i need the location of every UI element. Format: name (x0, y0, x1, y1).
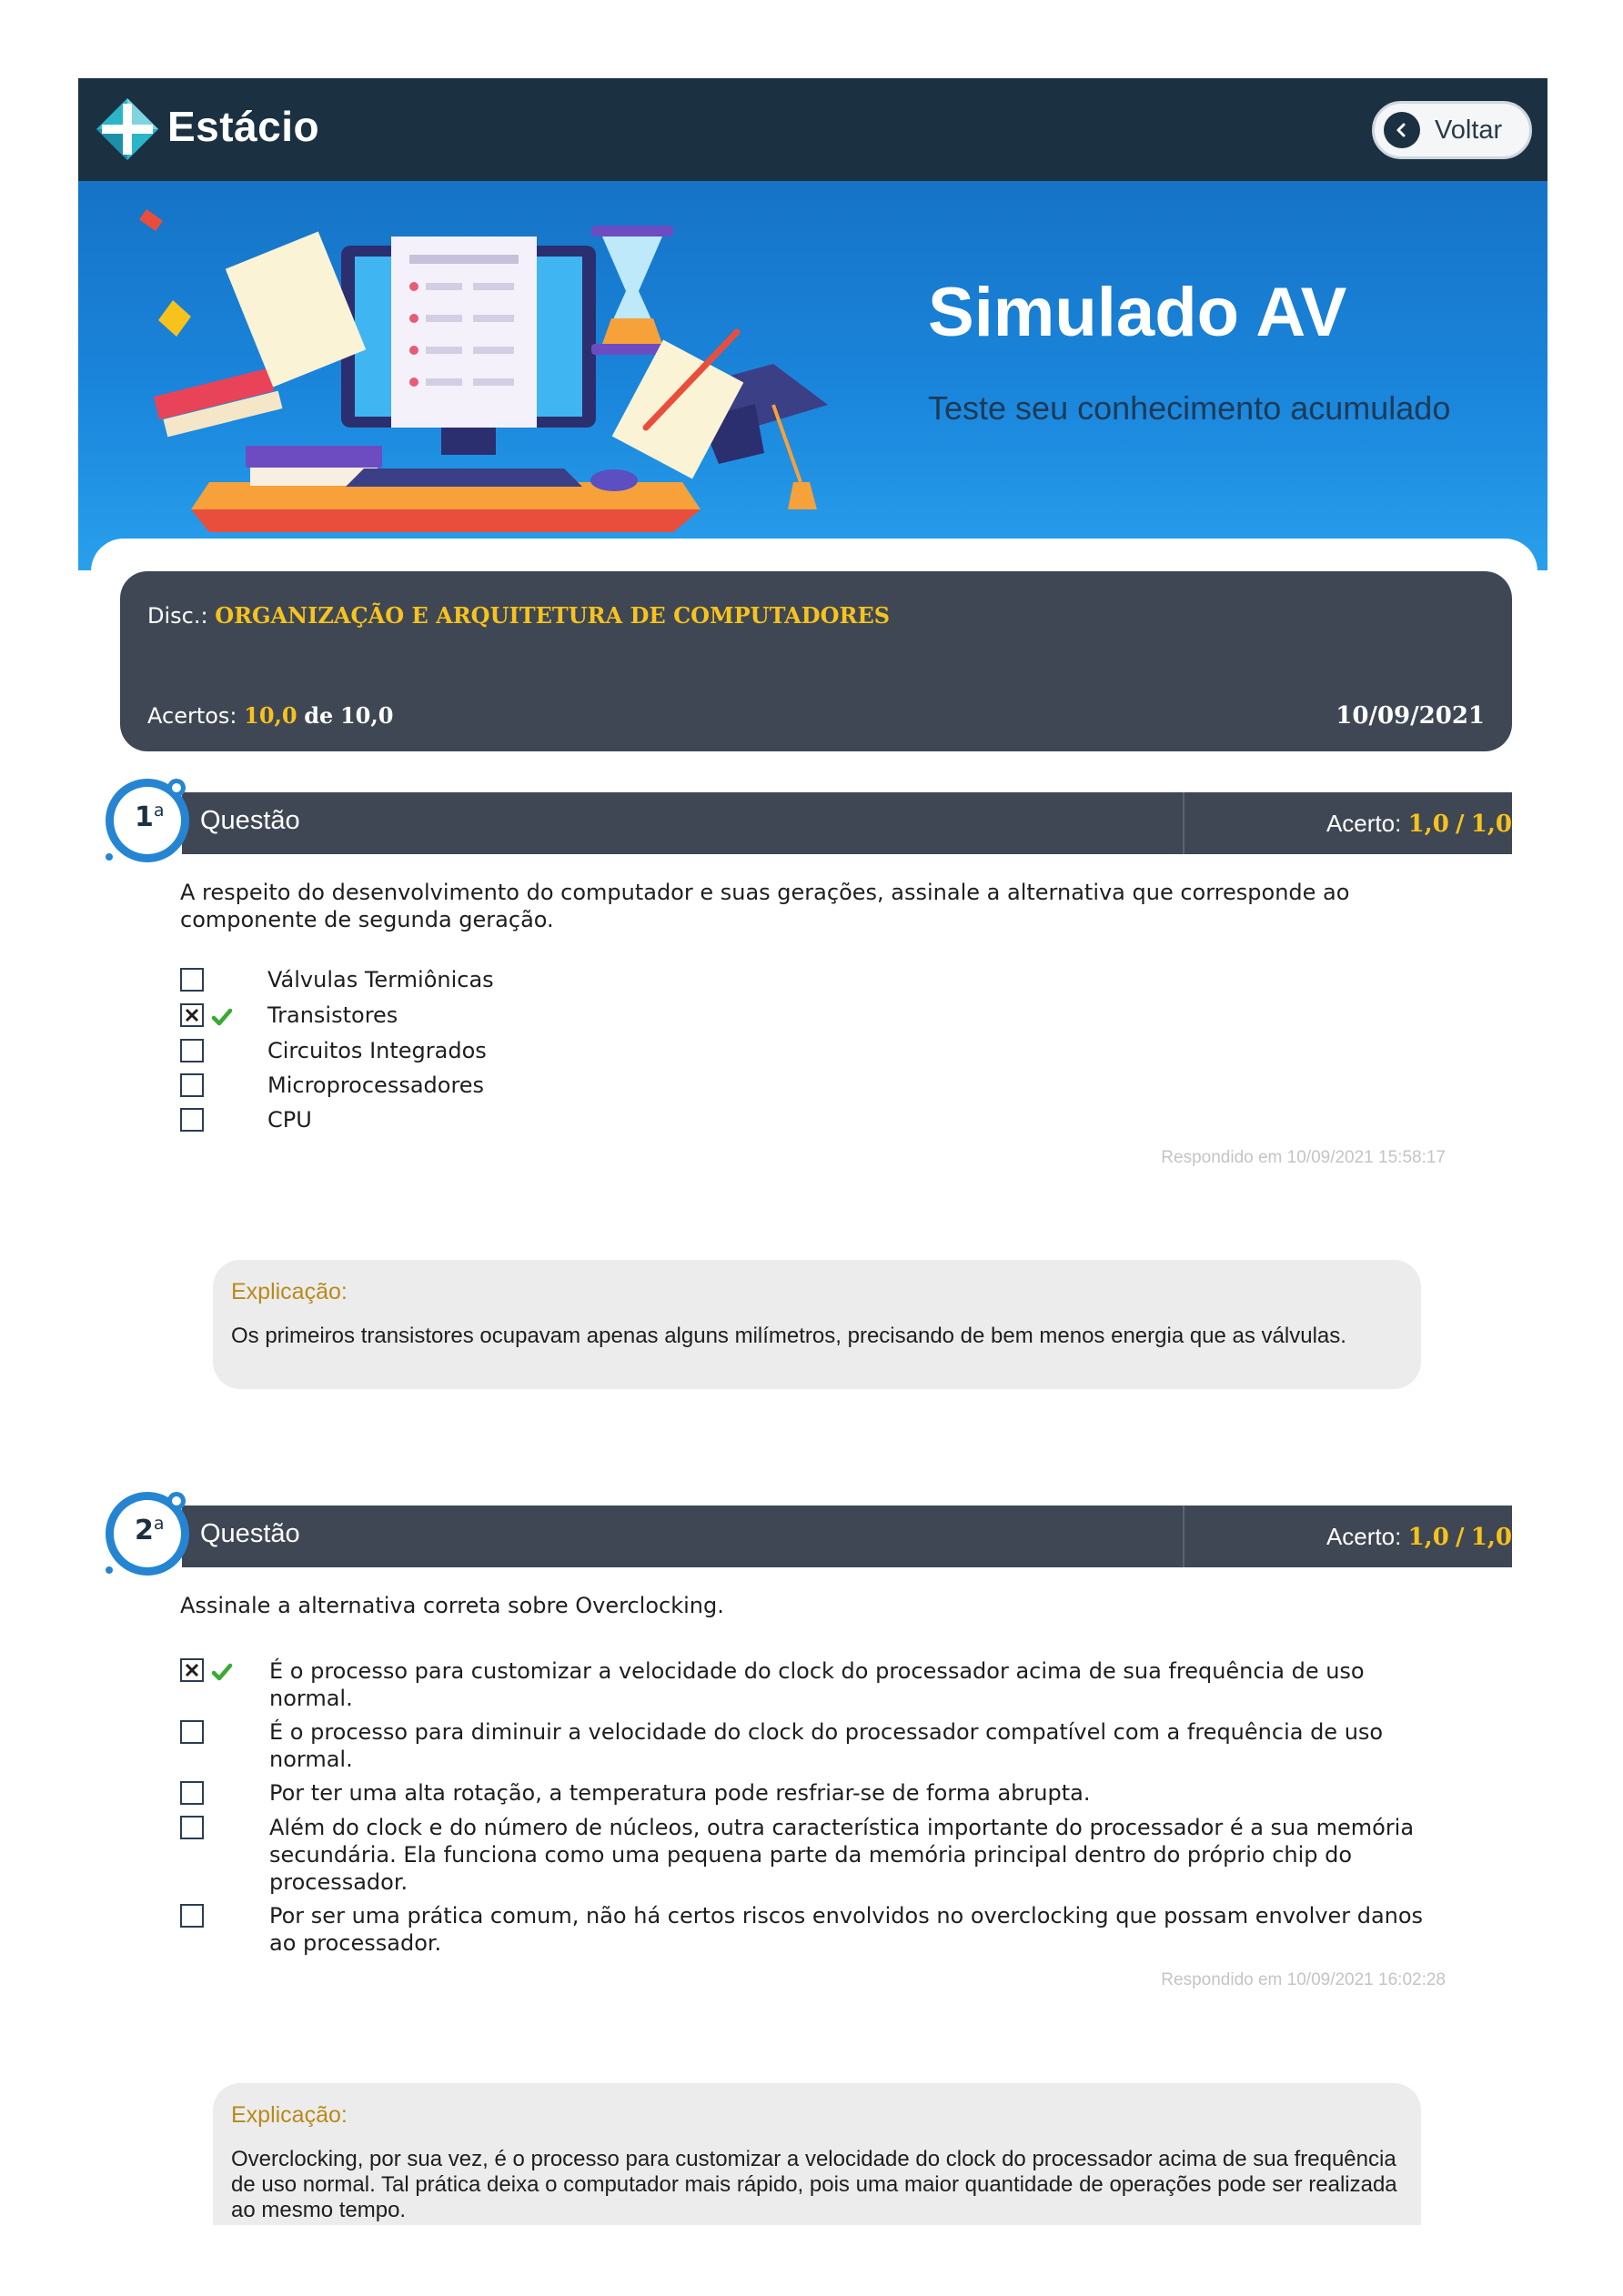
option-checkbox-selected[interactable] (180, 1658, 204, 1682)
option-checkbox[interactable] (180, 968, 204, 992)
option-checkbox[interactable] (180, 1039, 204, 1062)
question-2-header (182, 1505, 1512, 1567)
explanation-title: Explicação: (231, 1279, 348, 1304)
question-2-text: Assinale a alternativa correta sobre Overclocking. (180, 1593, 724, 1618)
question-1-header (182, 792, 1512, 854)
question-1-text: A respeito do desenvolvimento do computador e suas gerações, assinale a alternativa que corresponde ao componente de segunda geração. (180, 880, 1350, 932)
option-text: CPU (267, 1107, 312, 1133)
question-2-divider (1183, 1505, 1184, 1567)
option-text: Transistores (267, 1002, 398, 1028)
x-mark-icon (184, 1662, 200, 1678)
back-button[interactable] (1372, 101, 1532, 159)
option-checkbox[interactable] (180, 1720, 204, 1744)
score-of: de (304, 702, 334, 729)
banner-subtitle: Teste seu conhecimento acumulado (928, 389, 1451, 427)
answered-timestamp: Respondido em 10/09/2021 15:58:17 (1161, 1148, 1446, 1167)
option-text: Por ter uma alta rotação, a temperatura pode resfriar-se de forma abrupta. (269, 1780, 1091, 1806)
question-1-number: 1$^a$ (135, 801, 165, 833)
option-checkbox[interactable] (180, 1108, 204, 1132)
option-text: Circuitos Integrados (267, 1038, 487, 1063)
discipline-line (147, 602, 890, 629)
discipline-name: ORGANIZAÇÃO E ARQUITETURA DE COMPUTADORES (215, 602, 891, 629)
score-value: 10,0 (244, 702, 297, 729)
explanation-text: Overclocking, por sua vez, é o processo para customizar a velocidade do clock do processador acima de sua frequência de uso normal. Tal prática deixa o computador mais rápido, pois uma maior quantidade de operações pode ser realizada ao mesmo tempo. (231, 2147, 1397, 2222)
option-text: Microprocessadores (267, 1072, 485, 1098)
score-label: Acertos: (147, 703, 237, 729)
option-checkbox[interactable] (180, 1816, 204, 1839)
back-button-label: Voltar (1435, 115, 1503, 145)
option-checkbox-selected[interactable] (180, 1003, 204, 1027)
correct-check-icon (211, 1006, 233, 1028)
explanation-text: Os primeiros transistores ocupavam apenas alguns milímetros, precisando de bem menos energia que as válvulas. (231, 1324, 1346, 1348)
option-text: É o processo para customizar a velocidade do clock do processador acima de sua frequência de uso normal. (269, 1658, 1365, 1711)
explanation-title: Explicação: (231, 2102, 348, 2128)
discipline-label: Disc.: (147, 603, 208, 629)
question-1-label: Questão (200, 806, 300, 835)
option-checkbox[interactable] (180, 1073, 204, 1097)
score-total: 10,0 (339, 702, 394, 729)
question-2-label: Questão (200, 1519, 300, 1548)
brand-name: Estácio (167, 103, 320, 150)
score-line (147, 702, 393, 729)
option-checkbox[interactable] (180, 1781, 204, 1805)
option-text: Válvulas Termiônicas (267, 967, 494, 992)
question-1-score: Acerto: 1,0 / 1,0 (1326, 810, 1512, 838)
x-mark-icon (184, 1007, 200, 1023)
correct-check-icon (211, 1661, 233, 1683)
option-text: Além do clock e do número de núcleos, outra característica importante do processador é a sua memória secundária. Ela funciona como uma pequena parte da memória principal dentro do próprio chip do processador. (269, 1815, 1415, 1895)
chevron-left-icon (1384, 112, 1420, 148)
answered-timestamp: Respondido em 10/09/2021 16:02:28 (1161, 1970, 1446, 1989)
study-illustration-icon (136, 209, 846, 546)
question-2-score: Acerto: 1,0 / 1,0 (1326, 1523, 1512, 1551)
question-1-divider (1183, 792, 1184, 854)
question-2-number: 2$^a$ (135, 1514, 165, 1546)
option-checkbox[interactable] (180, 1904, 204, 1928)
exam-date: 10/09/2021 (1336, 702, 1485, 730)
option-text: Por ser uma prática comum, não há certos riscos envolvidos no overclocking que possam envolver danos ao processador. (269, 1903, 1424, 1956)
estacio-logo-icon (95, 96, 160, 162)
option-text: É o processo para diminuir a velocidade do clock do processador compatível com a frequência de uso normal. (269, 1719, 1384, 1772)
banner-title: Simulado AV (928, 274, 1347, 351)
